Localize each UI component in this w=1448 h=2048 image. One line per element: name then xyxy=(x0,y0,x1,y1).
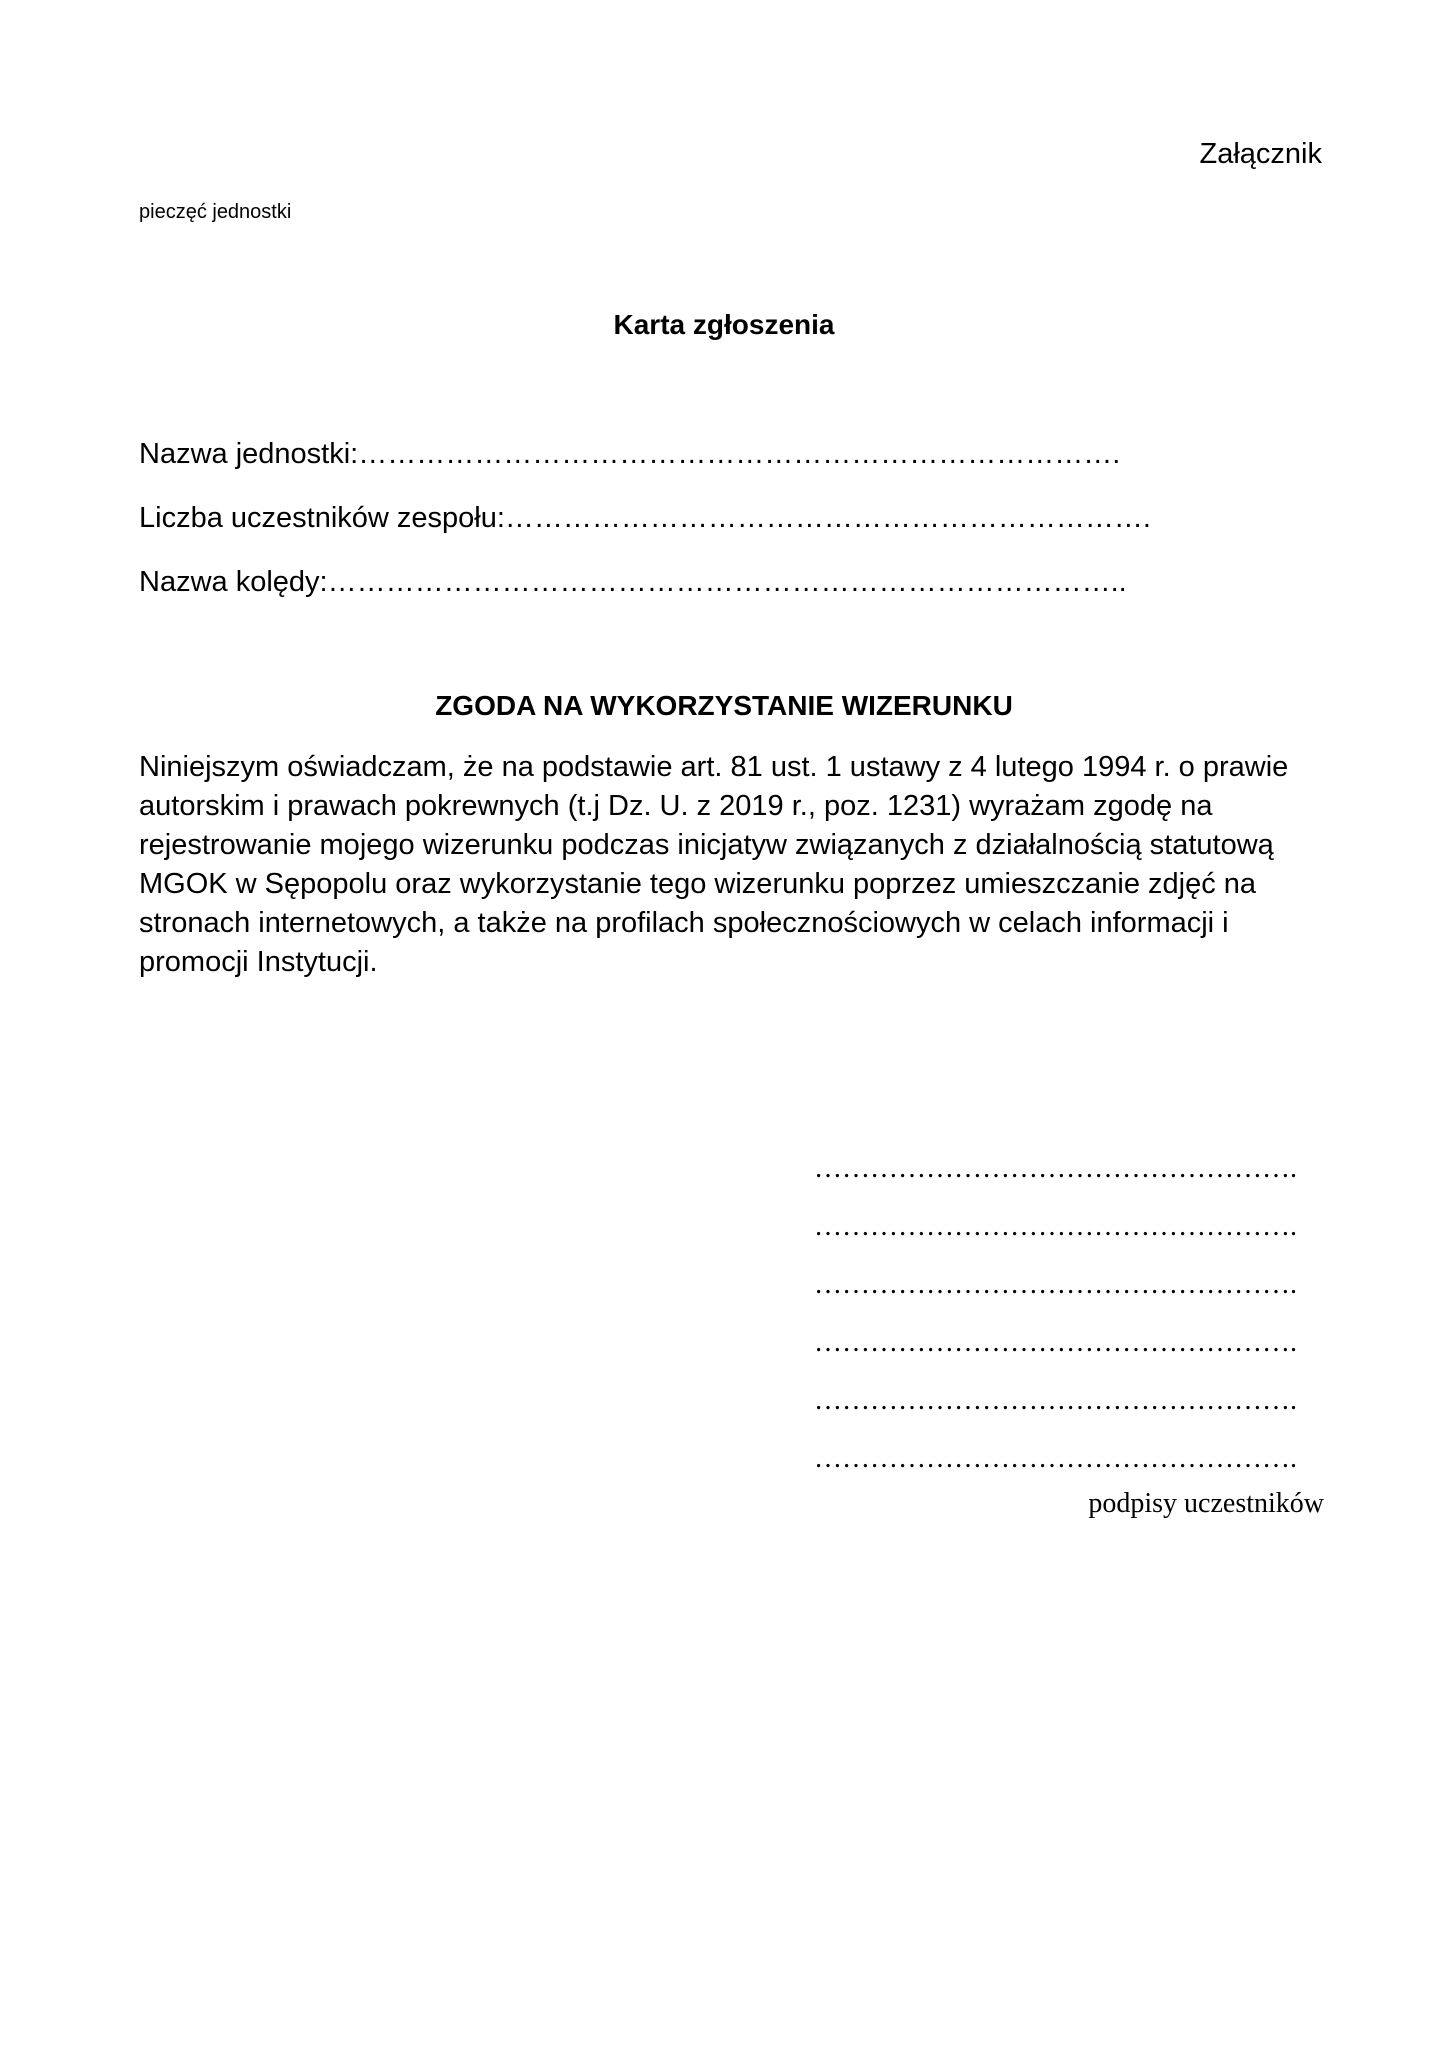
consent-line: promocji Instytucji. xyxy=(139,946,378,978)
attachment-label: Załącznik xyxy=(1199,138,1322,170)
consent-text xyxy=(139,748,1329,982)
signature-line: ……………………………………………. xyxy=(814,1211,1297,1242)
consent-line: stronach internetowych, a także na profilach społecznościowych w celach informacji i xyxy=(139,907,1229,939)
consent-line: rejestrowanie mojego wizerunku podczas inicjatyw związanych z działalnością statutową xyxy=(139,829,1274,861)
signature-line: ……………………………………………. xyxy=(814,1153,1297,1184)
stamp-label: pieczęć jednostki xyxy=(139,201,292,223)
signature-line: ……………………………………………. xyxy=(814,1269,1297,1300)
signature-line: ……………………………………………. xyxy=(814,1385,1297,1416)
field-unit-name: Nazwa jednostki:……………………………………………………………………. xyxy=(139,438,1121,470)
consent-line: Niniejszym oświadczam, że na podstawie art. 81 ust. 1 ustawy z 4 lutego 1994 r. o prawie xyxy=(139,751,1289,783)
signature-line: ……………………………………………. xyxy=(814,1443,1297,1474)
signature-lines xyxy=(814,1140,1324,1488)
signature-caption: podpisy uczestników xyxy=(1088,1488,1324,1519)
consent-line: autorskim i prawach pokrewnych (t.j Dz. U. z 2019 r., poz. 1231) wyrażam zgodę na xyxy=(139,790,1213,822)
form-title: Karta zgłoszenia xyxy=(613,309,835,340)
signature-line: ……………………………………………. xyxy=(814,1327,1297,1358)
consent-title: ZGODA NA WYKORZYSTANIE WIZERUNKU xyxy=(435,690,1013,721)
consent-line: MGOK w Sępopolu oraz wykorzystanie tego wizerunku poprzez umieszczanie zdjęć na xyxy=(139,868,1257,900)
field-participant-count: Liczba uczestników zespołu:…………………………………………………………. xyxy=(139,502,1151,534)
form-fields xyxy=(139,436,1319,628)
field-carol-name: Nazwa kolędy:……………………………………………………………………….. xyxy=(139,566,1127,598)
